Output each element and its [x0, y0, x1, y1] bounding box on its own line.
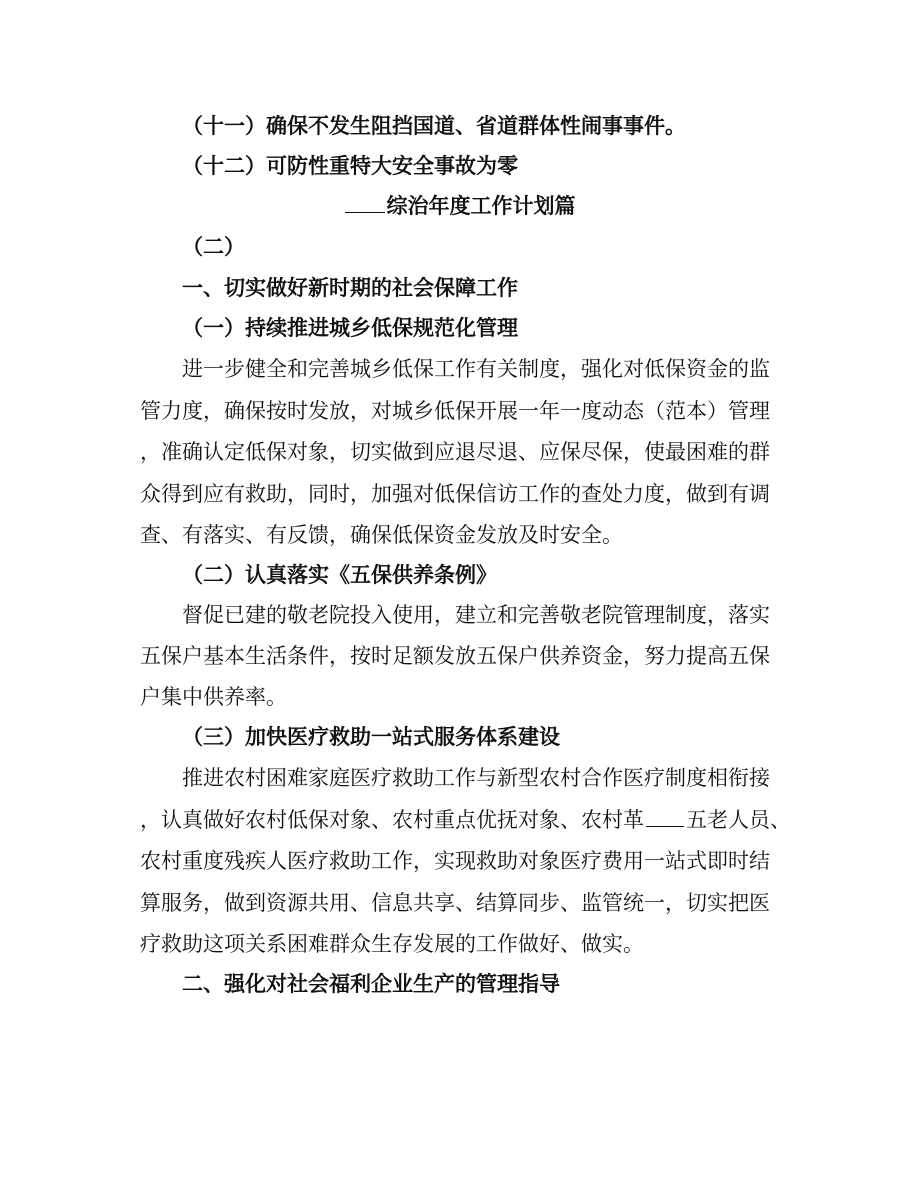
para3-line4: 算服务，做到资源共用、信息共享、结算同步、监管统一，切实把医	[140, 891, 770, 915]
title-text: 综治年度工作计划篇	[386, 193, 576, 218]
subheading-one: （一）持续推进城乡低保规范化管理	[182, 315, 518, 340]
para1-line1: 进一步健全和完善城乡低保工作有关制度，强化对低保资金的监	[182, 357, 770, 381]
section-title	[140, 191, 780, 221]
para1-line5: 查、有落实、有反馈，确保低保资金发放及时安全。	[140, 523, 623, 547]
subheading-three: （三）加快医疗救助一站式服务体系建设	[182, 724, 560, 749]
para1-line2: 管力度，确保按时发放，对城乡低保开展一年一度动态（范本）管理	[140, 399, 770, 423]
para3-line2-part1: ，认真做好农村低保对象、农村重点优抚对象、农村革	[140, 808, 644, 832]
para3-line2-part2: 五老人员、	[686, 808, 791, 832]
item-eleven: （十一）确保不发生阻挡国道、省道群体性闹事事件。	[182, 113, 686, 138]
para1-line3: ，准确认定低保对象，切实做到应退尽退、应保尽保，使最困难的群	[140, 440, 770, 464]
para3-line5: 疗救助这项关系困难群众生存发展的工作做好、做实。	[140, 932, 644, 956]
para3-line2	[140, 805, 791, 835]
item-twelve: （十二）可防性重特大安全事故为零	[182, 153, 518, 178]
para2-line1: 督促已建的敬老院投入使用，建立和完善敬老院管理制度，落实	[182, 603, 770, 627]
inline-blank	[646, 808, 684, 827]
para3-line3: 农村重度残疾人医疗救助工作，实现救助对象医疗费用一站式即时结	[140, 849, 770, 873]
part-two-label: （二）	[182, 234, 245, 259]
subheading-two: （二）认真落实《五保供养条例》	[182, 562, 497, 587]
para1-line4: 众得到应有救助，同时，加强对低保信访工作的查处力度，做到有调	[140, 482, 770, 506]
para3-line1: 推进农村困难家庭医疗救助工作与新型农村合作医疗制度相衔接	[182, 766, 770, 790]
heading-one: 一、切实做好新时期的社会保障工作	[182, 275, 518, 300]
para2-line2: 五保户基本生活条件，按时足额发放五保户供养资金，努力提高五保	[140, 644, 770, 668]
para2-line3: 户集中供养率。	[140, 685, 287, 709]
heading-two: 二、强化对社会福利企业生产的管理指导	[182, 971, 560, 996]
title-blank	[345, 192, 385, 213]
